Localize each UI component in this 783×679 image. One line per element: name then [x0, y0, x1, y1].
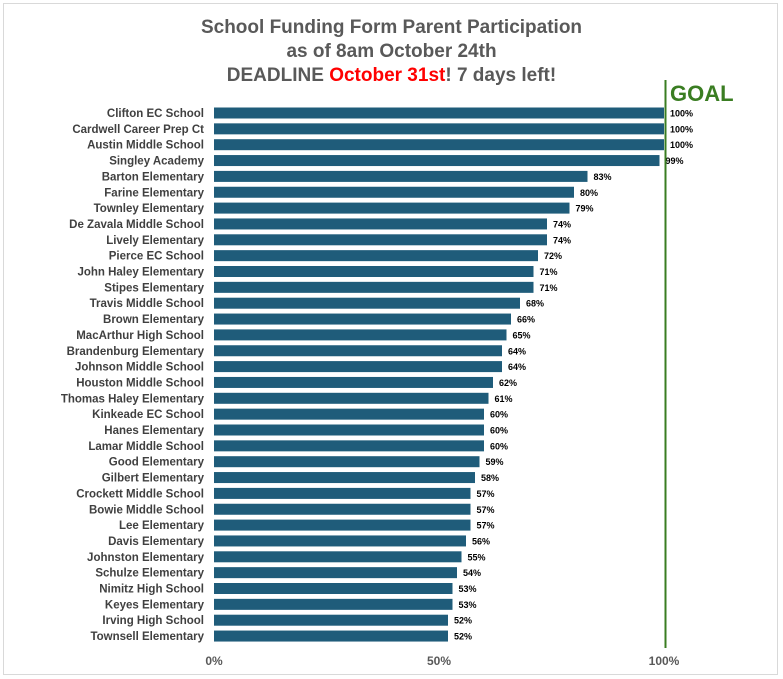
data-label: 62%	[499, 377, 518, 388]
category-label: Brown Elementary	[103, 314, 204, 327]
bar	[214, 361, 502, 372]
bar	[214, 599, 453, 610]
x-tick-label: 0%	[205, 654, 223, 668]
data-label: 65%	[512, 330, 531, 341]
data-label: 53%	[458, 584, 477, 594]
data-label: 83%	[593, 171, 612, 182]
goal-label: GOAL	[670, 81, 734, 106]
category-label: Thomas Haley Elementary	[60, 393, 204, 406]
bar	[214, 345, 502, 356]
category-label: Bowie Middle School	[88, 504, 204, 517]
category-label: Kinkeade EC School	[92, 409, 204, 422]
bar	[214, 488, 471, 499]
data-label: 100%	[670, 140, 694, 151]
data-label: 64%	[508, 346, 527, 357]
x-axis-tick-labels	[205, 654, 679, 668]
category-label: Nimitz High School	[99, 583, 204, 596]
bar	[214, 266, 534, 277]
bar	[214, 234, 547, 245]
data-label: 66%	[517, 314, 536, 325]
bar	[214, 440, 484, 451]
category-label: Lee Elementary	[118, 520, 204, 533]
data-label: 52%	[454, 631, 473, 642]
bar	[214, 171, 588, 182]
data-label: 53%	[458, 599, 477, 610]
title-line-1: School Funding Form Parent Participation	[200, 17, 583, 38]
bar	[214, 139, 664, 150]
category-label: Davis Elementary	[108, 535, 204, 548]
data-label: 74%	[553, 219, 572, 230]
bar	[214, 155, 660, 166]
category-label: Townley Elementary	[93, 203, 204, 216]
data-label: 99%	[665, 156, 684, 167]
bar	[214, 123, 664, 134]
category-label: MacArthur High School	[76, 329, 204, 342]
data-label: 60%	[490, 441, 509, 452]
x-tick-label: 100%	[648, 654, 680, 668]
data-label: 60%	[490, 409, 509, 420]
bar	[214, 520, 471, 531]
bar	[214, 250, 538, 261]
bar	[214, 425, 484, 436]
category-labels	[61, 108, 205, 643]
category-label: Austin Middle School	[87, 139, 204, 152]
bar	[214, 551, 462, 562]
bar	[214, 615, 448, 626]
data-label: 71%	[539, 267, 558, 277]
category-label: Schulze Elementary	[95, 567, 204, 580]
x-tick-label: 50%	[426, 654, 452, 668]
category-label: Houston Middle School	[76, 377, 204, 390]
category-label: Townsell Elementary	[90, 631, 204, 644]
category-label: Crockett Middle School	[76, 488, 204, 501]
data-label: 71%	[539, 282, 558, 293]
data-label: 68%	[526, 298, 545, 309]
bar	[214, 203, 570, 214]
data-label: 55%	[467, 552, 486, 563]
category-label: Clifton EC School	[106, 108, 204, 120]
data-label: 56%	[472, 536, 491, 547]
bar	[214, 583, 453, 594]
title-line-2: as of 8am October 24th	[286, 41, 497, 62]
bar	[214, 409, 484, 420]
category-label: Keyes Elementary	[104, 599, 204, 612]
category-label: Johnson Middle School	[74, 361, 204, 374]
data-label: 59%	[485, 457, 504, 468]
bar	[214, 472, 475, 483]
category-label: Stipes Elementary	[104, 282, 204, 295]
bar	[214, 535, 466, 546]
data-label: 61%	[494, 393, 513, 404]
data-label: 100%	[670, 124, 694, 135]
deadline-prefix: DEADLINE	[226, 65, 330, 86]
bar	[214, 218, 547, 229]
bar	[214, 298, 520, 309]
bar	[214, 567, 457, 578]
category-label: Gilbert Elementary	[101, 472, 204, 485]
category-label: De Zavala Middle School	[69, 218, 204, 231]
data-label: 64%	[508, 362, 527, 373]
deadline-date: October 31st	[329, 65, 446, 86]
category-label: Johnston Elementary	[87, 551, 204, 564]
bar	[214, 393, 489, 404]
category-label: Farine Elementary	[104, 187, 204, 200]
category-label: Singley Academy	[109, 155, 204, 168]
bar	[214, 187, 574, 198]
data-label: 80%	[580, 187, 599, 198]
data-label: 100%	[670, 108, 694, 119]
data-label: 52%	[454, 615, 473, 626]
data-label: 57%	[476, 520, 495, 531]
bar	[214, 631, 448, 642]
category-label: Pierce EC School	[108, 250, 204, 263]
bar	[214, 108, 664, 119]
bar	[214, 329, 507, 340]
data-label: 60%	[490, 425, 509, 436]
data-label: 57%	[476, 488, 495, 499]
bar	[214, 282, 534, 293]
bar	[214, 377, 493, 388]
category-label: Travis Middle School	[89, 298, 204, 311]
bar	[214, 504, 471, 515]
category-label: Lamar Middle School	[88, 440, 204, 453]
data-label: 72%	[544, 251, 563, 262]
data-label: 58%	[481, 473, 500, 484]
category-label: Lively Elementary	[106, 234, 204, 247]
category-label: Irving High School	[102, 615, 204, 628]
bar	[214, 456, 480, 467]
category-label: John Haley Elementary	[77, 266, 204, 279]
data-label: 54%	[463, 568, 482, 579]
category-label: Hanes Elementary	[104, 425, 204, 437]
category-label: Barton Elementary	[101, 171, 204, 184]
category-label: Cardwell Career Prep Ct	[72, 123, 204, 136]
data-label: 74%	[553, 235, 572, 246]
data-label: 57%	[476, 504, 495, 515]
bar	[214, 314, 511, 325]
category-label: Good Elementary	[108, 456, 204, 469]
category-label: Brandenburg Elementary	[66, 345, 204, 358]
deadline-suffix: ! 7 days left!	[445, 65, 557, 86]
data-label: 79%	[575, 203, 594, 214]
